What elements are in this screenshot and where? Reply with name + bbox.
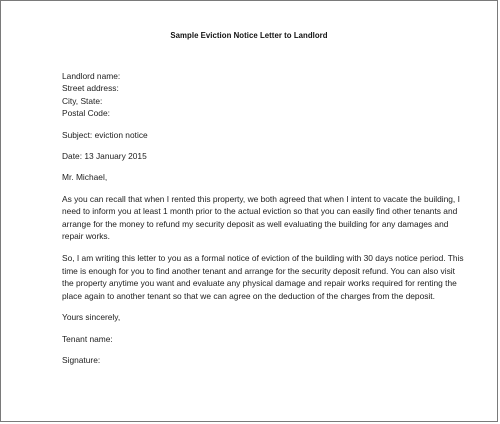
city-state-line: City, State: [62, 95, 103, 106]
body-paragraph-1: As you can recall that when I rented this property, we both agreed that when I intent to vacate the building, I need to inform you at least 1 month prior to the actual eviction so that you can easily find other tenants and arrange for the money to refund my security deposit as well evaluating the building for any damages and repair works. [62, 193, 460, 242]
letter-body [62, 70, 467, 366]
recipient-address-block [62, 70, 467, 120]
document-title: Sample Eviction Notice Letter to Landlord [170, 31, 328, 40]
signature-line: Signature: [62, 354, 101, 365]
landlord-name-line: Landlord name: [62, 71, 121, 81]
closing-line: Yours sincerely, [62, 312, 121, 323]
body-paragraph-2: So, I am writing this letter to you as a formal notice of eviction of the building with 30 days notice period. This time is enough for you to find another tenant and arrange for the security deposit refund. You can also visit the property anytime you want and evaluate any physical damage and repair works required for renting the place again to another tenant so that we can agree on the deduction of the charges from the deposit. [62, 253, 464, 301]
date-line: Date: 13 January 2015 [62, 151, 147, 162]
postal-code-line: Postal Code: [62, 108, 110, 119]
salutation: Mr. Michael, [62, 172, 108, 183]
subject-line: Subject: eviction notice [62, 129, 148, 140]
tenant-name-line: Tenant name: [62, 333, 113, 344]
street-address-line: Street address: [62, 83, 119, 94]
